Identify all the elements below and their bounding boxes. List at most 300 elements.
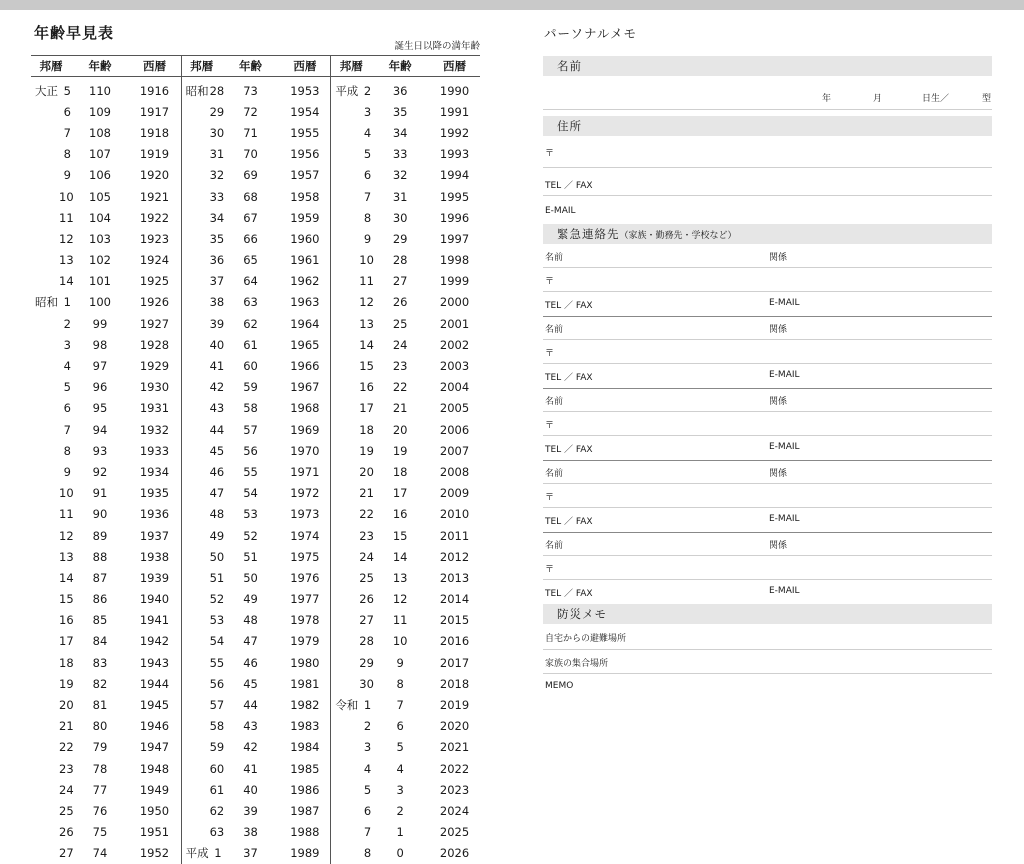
age-cell: 62 (243, 316, 258, 331)
age-cell: 42 (243, 740, 258, 755)
age-cell: 30 (392, 210, 408, 225)
table-row (31, 758, 181, 779)
table-header (31, 55, 480, 77)
age-cell: 109 (89, 104, 111, 119)
age-cell: 18 (392, 464, 408, 479)
age-table (31, 55, 480, 864)
age-cell: 67 (243, 210, 258, 225)
contact-name-label: 名前 (545, 469, 564, 479)
age-cell: 15 (392, 528, 408, 543)
western-year-cell: 1952 (139, 846, 170, 861)
age-cell: 110 (89, 83, 111, 98)
western-year-cell: 2019 (439, 698, 470, 713)
contact-telfax-label: TEL ／ FAX (545, 445, 593, 455)
table-row (31, 843, 181, 864)
age-cell: 72 (243, 104, 258, 119)
table-row (182, 758, 331, 779)
era-year-cell: 15 (359, 359, 374, 374)
age-cell: 45 (243, 676, 258, 691)
era-year-cell: 38 (209, 295, 225, 310)
table-row (31, 377, 181, 398)
age-cell: 97 (92, 359, 108, 374)
contact-telfax-label: TEL ／ FAX (545, 517, 593, 527)
era-year-cell: 31 (209, 147, 225, 162)
table-row (331, 355, 480, 376)
table-row (182, 525, 331, 546)
era-year-cell: 5 (63, 83, 71, 98)
divider (543, 649, 992, 650)
western-year-cell: 1956 (290, 147, 320, 162)
table-row (331, 250, 480, 271)
header-age: 年齢 (88, 59, 112, 73)
western-year-cell: 1969 (290, 422, 320, 437)
era-year-cell: 3 (63, 337, 71, 352)
table-row (31, 673, 181, 694)
age-cell: 81 (92, 698, 108, 713)
table-body (31, 77, 480, 864)
era-year-cell: 4 (363, 761, 372, 776)
era-year-cell: 2 (363, 719, 372, 734)
era-year-cell: 51 (209, 570, 225, 585)
western-year-cell: 1973 (290, 507, 320, 522)
table-row (182, 355, 331, 376)
era-year-cell: 40 (209, 337, 225, 352)
western-year-cell: 1943 (139, 655, 170, 670)
era-year-cell: 5 (363, 147, 372, 162)
age-cell: 79 (92, 740, 108, 755)
western-year-cell: 2014 (439, 592, 470, 607)
western-year-cell: 1923 (139, 231, 170, 246)
age-cell: 34 (392, 125, 408, 140)
table-row (31, 334, 181, 355)
table-row (331, 673, 480, 694)
divider (543, 411, 992, 412)
age-cell: 14 (392, 549, 408, 564)
table-row (182, 313, 331, 334)
western-year-cell: 2013 (439, 570, 470, 585)
age-cell: 82 (92, 676, 108, 691)
header-group (330, 56, 480, 76)
era-year-cell: 15 (59, 592, 74, 607)
memo-title: パーソナルメモ (544, 26, 638, 41)
era-year-cell: 37 (209, 274, 225, 289)
western-year-cell: 1924 (139, 253, 170, 268)
age-cell: 36 (392, 83, 408, 98)
table-row (31, 567, 181, 588)
era-year-cell: 29 (359, 655, 374, 670)
era-year-cell: 14 (59, 274, 74, 289)
age-cell: 5 (396, 740, 404, 755)
western-year-cell: 1971 (290, 464, 320, 479)
age-cell: 31 (392, 189, 408, 204)
era-year-cell: 6 (363, 803, 372, 818)
era-year-cell: 25 (59, 803, 74, 818)
table-row (31, 716, 181, 737)
table-row (31, 800, 181, 821)
era-year-cell: 52 (209, 592, 225, 607)
table-row (31, 165, 181, 186)
western-year-cell: 1967 (290, 380, 320, 395)
age-cell: 70 (243, 147, 258, 162)
table-row (331, 80, 480, 101)
age-cell: 33 (392, 147, 408, 162)
era-cell: 令和 (335, 698, 359, 713)
contact-telfax-label: TEL ／ FAX (545, 301, 593, 311)
era-year-cell: 28 (209, 83, 225, 98)
western-year-cell: 2004 (439, 380, 470, 395)
age-cell: 89 (92, 528, 108, 543)
era-year-cell: 30 (209, 125, 225, 140)
contact-postal-label: 〒 (545, 493, 555, 503)
era-year-cell: 34 (209, 210, 225, 225)
era-year-cell: 6 (363, 168, 372, 183)
era-year-cell: 45 (209, 443, 225, 458)
western-year-cell: 2015 (439, 613, 470, 628)
age-cell: 95 (92, 401, 108, 416)
western-year-cell: 1940 (139, 592, 170, 607)
divider (543, 435, 992, 436)
age-cell: 108 (89, 125, 111, 140)
table-row (31, 186, 181, 207)
western-year-cell: 1989 (290, 846, 320, 861)
age-cell: 59 (243, 380, 258, 395)
western-year-cell: 1979 (290, 634, 320, 649)
emergency-band-label-wrap (557, 224, 737, 246)
table-row (331, 377, 480, 398)
western-year-cell: 1945 (139, 698, 170, 713)
table-row (331, 716, 480, 737)
table-group (330, 77, 480, 864)
era-year-cell: 29 (209, 104, 225, 119)
era-year-cell: 26 (359, 592, 374, 607)
western-year-cell: 2024 (439, 803, 470, 818)
western-year-cell: 1936 (139, 507, 170, 522)
table-row (31, 694, 181, 715)
relation-label: 関係 (769, 325, 788, 335)
header-west: 西暦 (143, 59, 166, 73)
name-band-label: 名前 (557, 59, 582, 73)
western-year-cell: 2017 (439, 655, 470, 670)
email-label: E-MAIL (545, 206, 576, 216)
western-year-cell: 1938 (139, 549, 170, 564)
contact-name-label: 名前 (545, 253, 564, 263)
era-year-cell: 6 (63, 401, 71, 416)
table-row (331, 483, 480, 504)
divider (543, 339, 992, 340)
era-year-cell: 9 (363, 231, 372, 246)
western-year-cell: 1927 (139, 316, 170, 331)
era-year-cell: 14 (359, 337, 374, 352)
western-year-cell: 1941 (139, 613, 170, 628)
western-year-cell: 1994 (439, 168, 470, 183)
top-bar (0, 0, 1024, 10)
table-row (331, 800, 480, 821)
western-year-cell: 1955 (290, 125, 320, 140)
western-year-cell: 2022 (439, 761, 470, 776)
western-year-cell: 1959 (290, 210, 320, 225)
era-year-cell: 11 (59, 507, 74, 522)
table-row (182, 483, 331, 504)
western-year-cell: 1962 (290, 274, 320, 289)
divider (543, 507, 992, 508)
age-cell: 12 (392, 592, 408, 607)
table-row (331, 440, 480, 461)
age-cell: 39 (243, 803, 258, 818)
era-year-cell: 2 (363, 83, 372, 98)
era-year-cell: 22 (59, 740, 74, 755)
era-year-cell: 4 (63, 359, 71, 374)
western-year-cell: 2021 (439, 740, 470, 755)
table-row (31, 610, 181, 631)
table-row (331, 122, 480, 143)
table-row (182, 610, 331, 631)
table-row (31, 504, 181, 525)
table-row (31, 589, 181, 610)
table-row (182, 377, 331, 398)
era-year-cell: 12 (59, 231, 74, 246)
age-cell: 93 (92, 443, 108, 458)
age-cell: 48 (243, 613, 258, 628)
page-title: 年齢早見表 (34, 24, 115, 42)
era-year-cell: 20 (59, 698, 74, 713)
western-year-cell: 1929 (139, 359, 170, 374)
western-year-cell: 1996 (439, 210, 470, 225)
western-year-cell: 1993 (439, 147, 470, 162)
table-row (182, 398, 331, 419)
era-year-cell: 4 (363, 125, 372, 140)
western-year-cell: 1954 (290, 104, 320, 119)
western-year-cell: 2018 (439, 676, 470, 691)
western-year-cell: 2026 (439, 846, 470, 861)
era-year-cell: 63 (209, 825, 225, 840)
table-row (31, 483, 181, 504)
era-year-cell: 9 (63, 464, 71, 479)
era-year-cell: 7 (363, 825, 372, 840)
table-row (331, 228, 480, 249)
era-year-cell: 57 (209, 698, 225, 713)
age-cell: 47 (243, 634, 258, 649)
table-group (181, 77, 331, 864)
table-row (182, 652, 331, 673)
name-band (543, 56, 992, 76)
postal-label: 〒 (545, 149, 555, 159)
western-year-cell: 1975 (290, 549, 320, 564)
age-cell: 77 (92, 782, 108, 797)
age-cell: 98 (92, 337, 108, 352)
table-row (31, 461, 181, 482)
age-cell: 32 (392, 168, 408, 183)
age-cell: 102 (89, 253, 111, 268)
table-row (331, 207, 480, 228)
era-year-cell: 18 (59, 655, 74, 670)
table-row (182, 207, 331, 228)
table-row (31, 228, 181, 249)
age-cell: 28 (392, 253, 408, 268)
era-year-cell: 17 (359, 401, 374, 416)
era-cell: 平成 (335, 83, 359, 98)
table-row (31, 440, 181, 461)
era-year-cell: 7 (63, 125, 71, 140)
western-year-cell: 2007 (439, 443, 470, 458)
table-row (182, 504, 331, 525)
table-row (31, 355, 181, 376)
contact-postal-label: 〒 (545, 565, 555, 575)
western-year-cell: 1966 (290, 359, 320, 374)
age-cell: 27 (392, 274, 408, 289)
table-row (31, 652, 181, 673)
contact-divider (543, 388, 992, 389)
age-cell: 99 (92, 316, 108, 331)
western-year-cell: 2002 (439, 337, 470, 352)
era-year-cell: 49 (209, 528, 225, 543)
era-year-cell: 32 (209, 168, 225, 183)
table-row (182, 716, 331, 737)
western-year-cell: 1948 (139, 761, 170, 776)
era-cell: 昭和 (185, 83, 209, 98)
table-row (182, 461, 331, 482)
header-group (31, 56, 181, 76)
table-row (331, 737, 480, 758)
western-year-cell: 1992 (439, 125, 470, 140)
table-row (182, 250, 331, 271)
era-year-cell: 1 (63, 295, 71, 310)
age-cell: 87 (92, 570, 108, 585)
age-cell: 106 (89, 168, 111, 183)
age-cell: 71 (243, 125, 258, 140)
age-cell: 11 (392, 613, 408, 628)
contact-telfax-label: TEL ／ FAX (545, 589, 593, 599)
header-west: 西暦 (443, 59, 467, 73)
divider (543, 363, 992, 364)
western-year-cell: 1950 (139, 803, 170, 818)
age-cell: 107 (89, 147, 111, 162)
age-cell: 35 (392, 104, 408, 119)
age-cell: 10 (392, 634, 408, 649)
era-year-cell: 23 (59, 761, 74, 776)
table-row (31, 122, 181, 143)
header-era: 邦暦 (190, 59, 214, 73)
era-year-cell: 11 (59, 210, 74, 225)
table-row (31, 779, 181, 800)
divider (543, 167, 992, 168)
era-year-cell: 5 (363, 782, 372, 797)
age-cell: 52 (243, 528, 258, 543)
emergency-band-label: 緊急連絡先 (557, 227, 620, 241)
age-cell: 54 (243, 486, 258, 501)
era-year-cell: 33 (209, 189, 225, 204)
era-year-cell: 23 (359, 528, 374, 543)
western-year-cell: 1934 (139, 464, 170, 479)
table-row (182, 80, 331, 101)
table-row (31, 80, 181, 101)
header-era: 邦暦 (39, 59, 63, 73)
relation-label: 関係 (769, 253, 788, 263)
western-year-cell: 1981 (290, 676, 320, 691)
western-year-cell: 1942 (139, 634, 170, 649)
age-cell: 69 (243, 168, 258, 183)
contact-telfax-label: TEL ／ FAX (545, 373, 593, 383)
western-year-cell: 1921 (139, 189, 170, 204)
header-era: 邦暦 (339, 59, 363, 73)
western-year-cell: 1926 (139, 295, 170, 310)
contact-postal-label: 〒 (545, 349, 555, 359)
era-year-cell: 27 (59, 846, 74, 861)
age-cell: 43 (243, 719, 258, 734)
era-year-cell: 9 (63, 168, 71, 183)
table-row (182, 737, 331, 758)
era-year-cell: 35 (209, 231, 225, 246)
western-year-cell: 2023 (439, 782, 470, 797)
age-cell: 21 (392, 401, 408, 416)
western-year-cell: 2020 (439, 719, 470, 734)
age-cell: 29 (392, 231, 408, 246)
age-cell: 51 (243, 549, 258, 564)
table-row (331, 419, 480, 440)
age-cell: 8 (396, 676, 404, 691)
age-cell: 2 (396, 803, 404, 818)
era-year-cell: 18 (359, 422, 374, 437)
contact-name-label: 名前 (545, 325, 564, 335)
header-west: 西暦 (293, 59, 317, 73)
divider (543, 555, 992, 556)
table-row (331, 610, 480, 631)
age-cell: 96 (92, 380, 108, 395)
age-cell: 103 (89, 231, 111, 246)
age-cell: 100 (89, 295, 111, 310)
table-row (182, 101, 331, 122)
western-year-cell: 1963 (290, 295, 320, 310)
table-row (31, 525, 181, 546)
disaster-band-label: 防災メモ (557, 607, 607, 621)
era-year-cell: 13 (59, 549, 74, 564)
western-year-cell: 1931 (139, 401, 170, 416)
era-year-cell: 48 (209, 507, 225, 522)
age-cell: 49 (243, 592, 258, 607)
age-cell: 85 (92, 613, 108, 628)
table-row (31, 419, 181, 440)
western-year-cell: 2000 (439, 295, 470, 310)
age-cell: 74 (92, 846, 108, 861)
table-row (31, 398, 181, 419)
table-row (331, 843, 480, 864)
era-year-cell: 27 (359, 613, 374, 628)
divider (543, 673, 992, 674)
western-year-cell: 2016 (439, 634, 470, 649)
era-year-cell: 16 (59, 613, 74, 628)
table-row (331, 631, 480, 652)
table-row (331, 398, 480, 419)
contact-divider (543, 316, 992, 317)
contact-email-label: E-MAIL (769, 586, 800, 596)
family-meet-label: 家族の集合場所 (545, 659, 609, 669)
contact-postal-label: 〒 (545, 421, 555, 431)
age-cell: 60 (243, 359, 258, 374)
table-row (331, 101, 480, 122)
table-row (182, 419, 331, 440)
age-cell: 50 (243, 570, 258, 585)
contact-postal-label: 〒 (545, 277, 555, 287)
era-year-cell: 26 (59, 825, 74, 840)
divider (543, 483, 992, 484)
table-row (31, 737, 181, 758)
western-year-cell: 2006 (439, 422, 470, 437)
era-cell: 昭和 (35, 295, 58, 310)
era-year-cell: 46 (209, 464, 225, 479)
table-row (182, 567, 331, 588)
age-cell: 73 (243, 83, 258, 98)
era-year-cell: 2 (63, 316, 71, 331)
address-band-label: 住所 (557, 119, 582, 133)
